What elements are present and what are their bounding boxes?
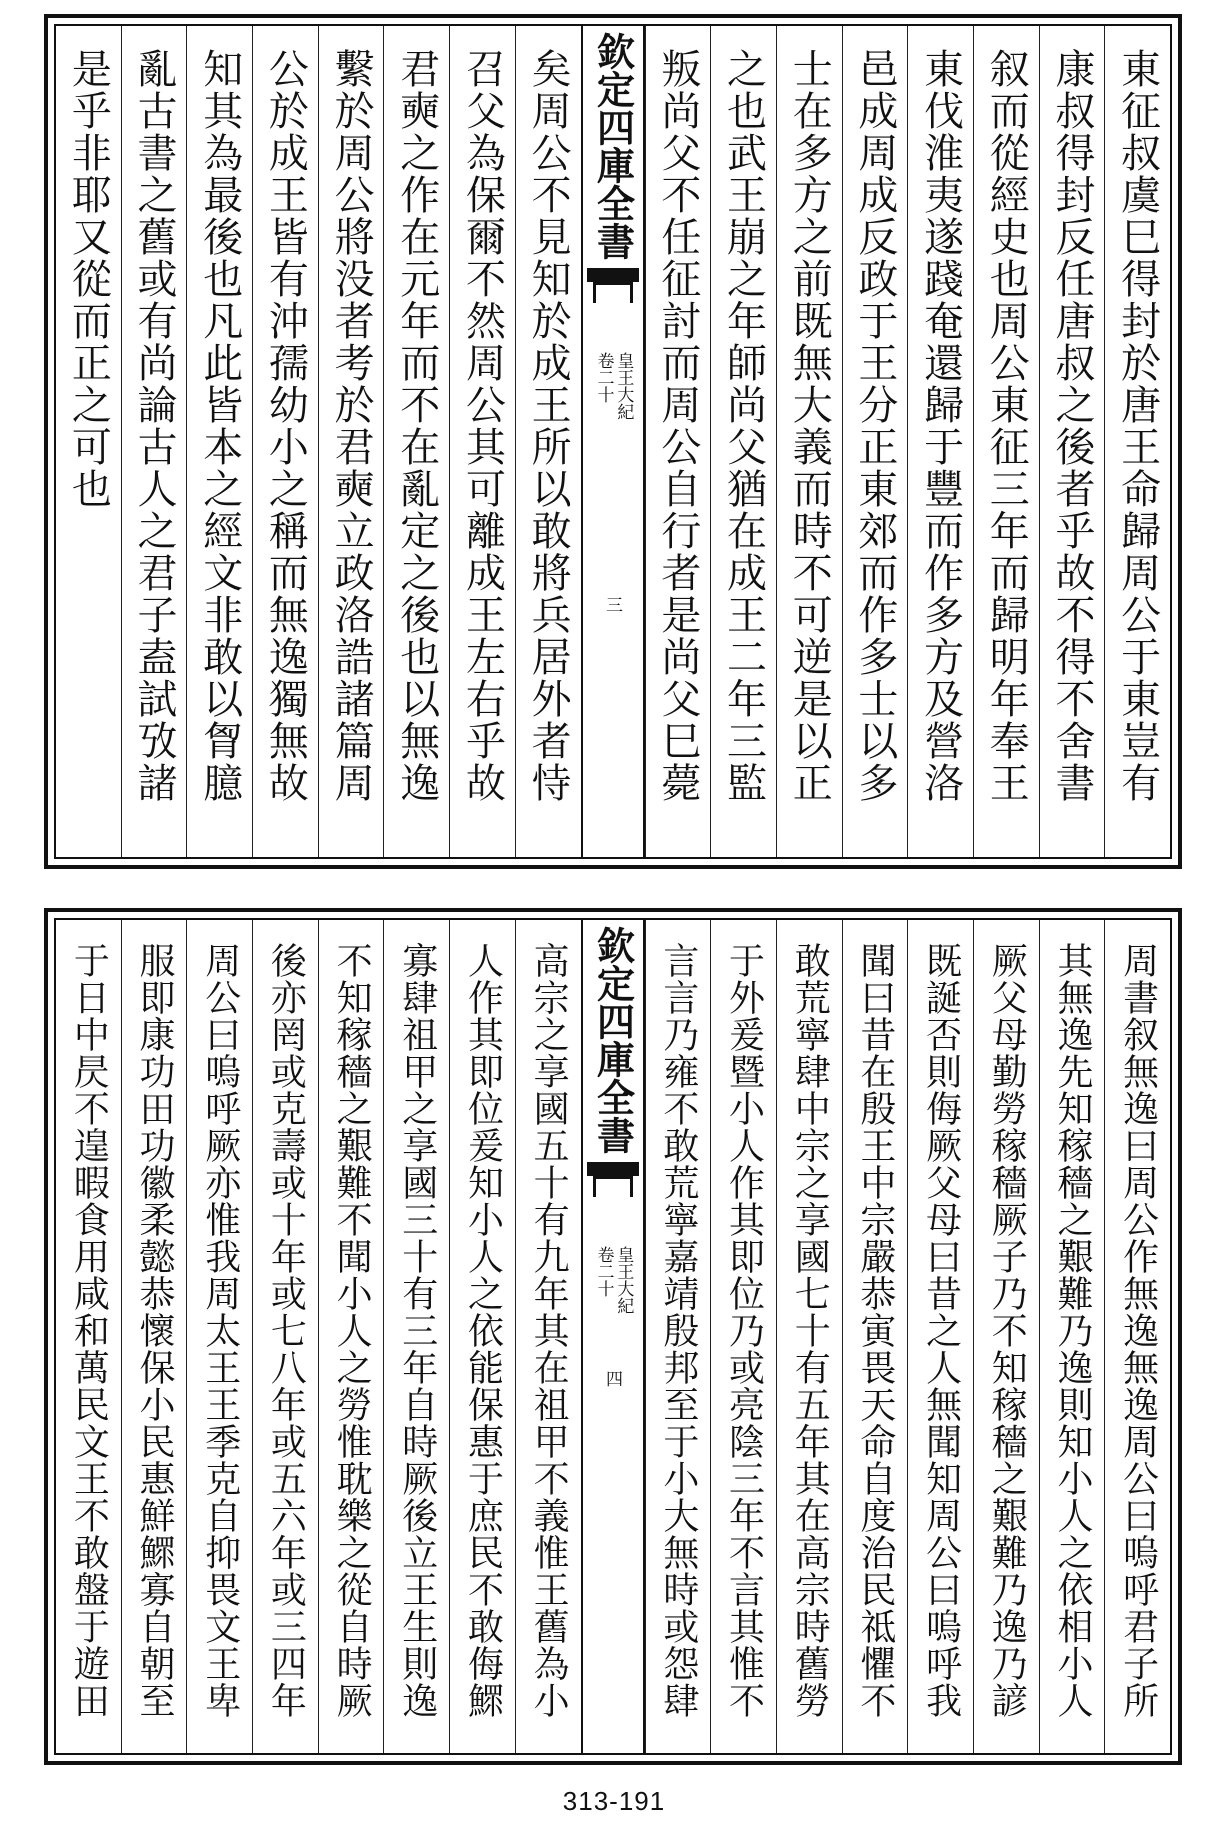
fish-tail-mark [587, 1162, 639, 1202]
text-column: 士在多方之前既無大義而時不可逆是以正 [776, 26, 842, 857]
upper-center-spine [581, 26, 645, 857]
text-column: 君奭之作在元年而不在亂定之後也以無逸 [383, 26, 449, 857]
book-title: 欽定四庫全書 [590, 32, 636, 260]
text-column: 言言乃雍不敢荒寧嘉靖殷邦至于小大無時或怨肆 [645, 920, 711, 1753]
page-number: 三 [602, 596, 622, 613]
lower-page-frame [54, 918, 1172, 1755]
text-column: 于外爰暨小人作其即位乃或亮陰三年不言其惟不 [710, 920, 776, 1753]
text-column: 是乎非耶又從而正之可也 [65, 48, 112, 510]
upper-page-frame [54, 24, 1172, 859]
text-column: 既誕否則侮厥父母曰昔之人無聞知周公曰嗚呼我 [907, 920, 973, 1753]
text-column: 高宗之享國五十有九年其在祖甲不義惟王舊為小 [515, 920, 581, 1753]
page-code: 313-191 [562, 1786, 666, 1816]
book-title: 欽定四庫全書 [590, 926, 636, 1154]
fish-tail-mark [587, 268, 639, 308]
section-title: 皇王大紀 [613, 352, 634, 420]
lower-text-columns [56, 920, 1170, 1753]
volume-label: 卷二十 [593, 1246, 614, 1297]
text-column: 召父為保爾不然周公其可離成王左右乎故 [449, 26, 515, 857]
text-column: 叙而從經史也周公東征三年而歸明年奉王 [973, 26, 1039, 857]
text-column: 叛尚父不任征討而周公自行者是尚父巳薨 [645, 26, 711, 857]
upper-text-columns [56, 26, 1170, 857]
text-column: 東伐淮夷遂踐奄還歸于豐而作多方及營洛 [907, 26, 973, 857]
text-column: 周書叙無逸曰周公作無逸無逸周公曰嗚呼君子所 [1104, 920, 1170, 1753]
text-column: 矣周公不見知於成王所以敢將兵居外者恃 [515, 26, 581, 857]
text-column: 東征叔虞巳得封於唐王命歸周公于東豈有 [1104, 26, 1170, 857]
text-column: 敢荒寧肆中宗之享國七十有五年其在高宗時舊勞 [776, 920, 842, 1753]
text-column: 不知稼穡之艱難不聞小人之勞惟耽樂之從自時厥 [318, 920, 384, 1753]
text-column: 公於成王皆有沖孺幼小之稱而無逸獨無故 [252, 26, 318, 857]
text-column: 寡肆祖甲之享國三十有三年自時厥後立王生則逸 [383, 920, 449, 1753]
volume-label: 卷二十 [593, 352, 614, 403]
spine-subtitle [594, 1246, 632, 1314]
text-column: 服即康功田功徽柔懿恭懷保小民惠鮮鰥寡自朝至 [121, 920, 187, 1753]
text-column: 之也武王崩之年師尚父猶在成王二年三監 [710, 26, 776, 857]
text-column: 繫於周公將没者考於君奭立政洛誥諸篇周 [318, 26, 384, 857]
spine-subtitle [594, 352, 632, 420]
text-column: 聞曰昔在殷王中宗嚴恭寅畏天命自度治民祗懼不 [842, 920, 908, 1753]
text-column: 知其為最後也凡此皆本之經文非敢以胷臆 [186, 26, 252, 857]
page-number: 四 [602, 1370, 622, 1387]
text-column: 于日中昃不遑暇食用咸和萬民文王不敢盤于遊田 [68, 942, 110, 1719]
text-column: 邑成周成反政于王分正東郊而作多士以多 [842, 26, 908, 857]
upper-page [44, 14, 1182, 869]
section-title: 皇王大紀 [613, 1246, 634, 1314]
text-column: 亂古書之舊或有尚論古人之君子盍試攷諸 [121, 26, 187, 857]
text-column: 厥父母勤勞稼穡厥子乃不知稼穡之艱難乃逸乃諺 [973, 920, 1039, 1753]
text-column: 康叔得封反任唐叔之後者乎故不得不舍書 [1039, 26, 1105, 857]
text-column: 後亦罔或克壽或十年或七八年或五六年或三四年 [252, 920, 318, 1753]
text-column: 周公曰嗚呼厥亦惟我周太王王季克自抑畏文王卑 [186, 920, 252, 1753]
text-column: 其無逸先知稼穡之艱難乃逸則知小人之依相小人 [1039, 920, 1105, 1753]
lower-page [44, 908, 1182, 1765]
text-column: 人作其即位爰知小人之依能保惠于庶民不敢侮鰥 [449, 920, 515, 1753]
lower-center-spine [581, 920, 645, 1753]
